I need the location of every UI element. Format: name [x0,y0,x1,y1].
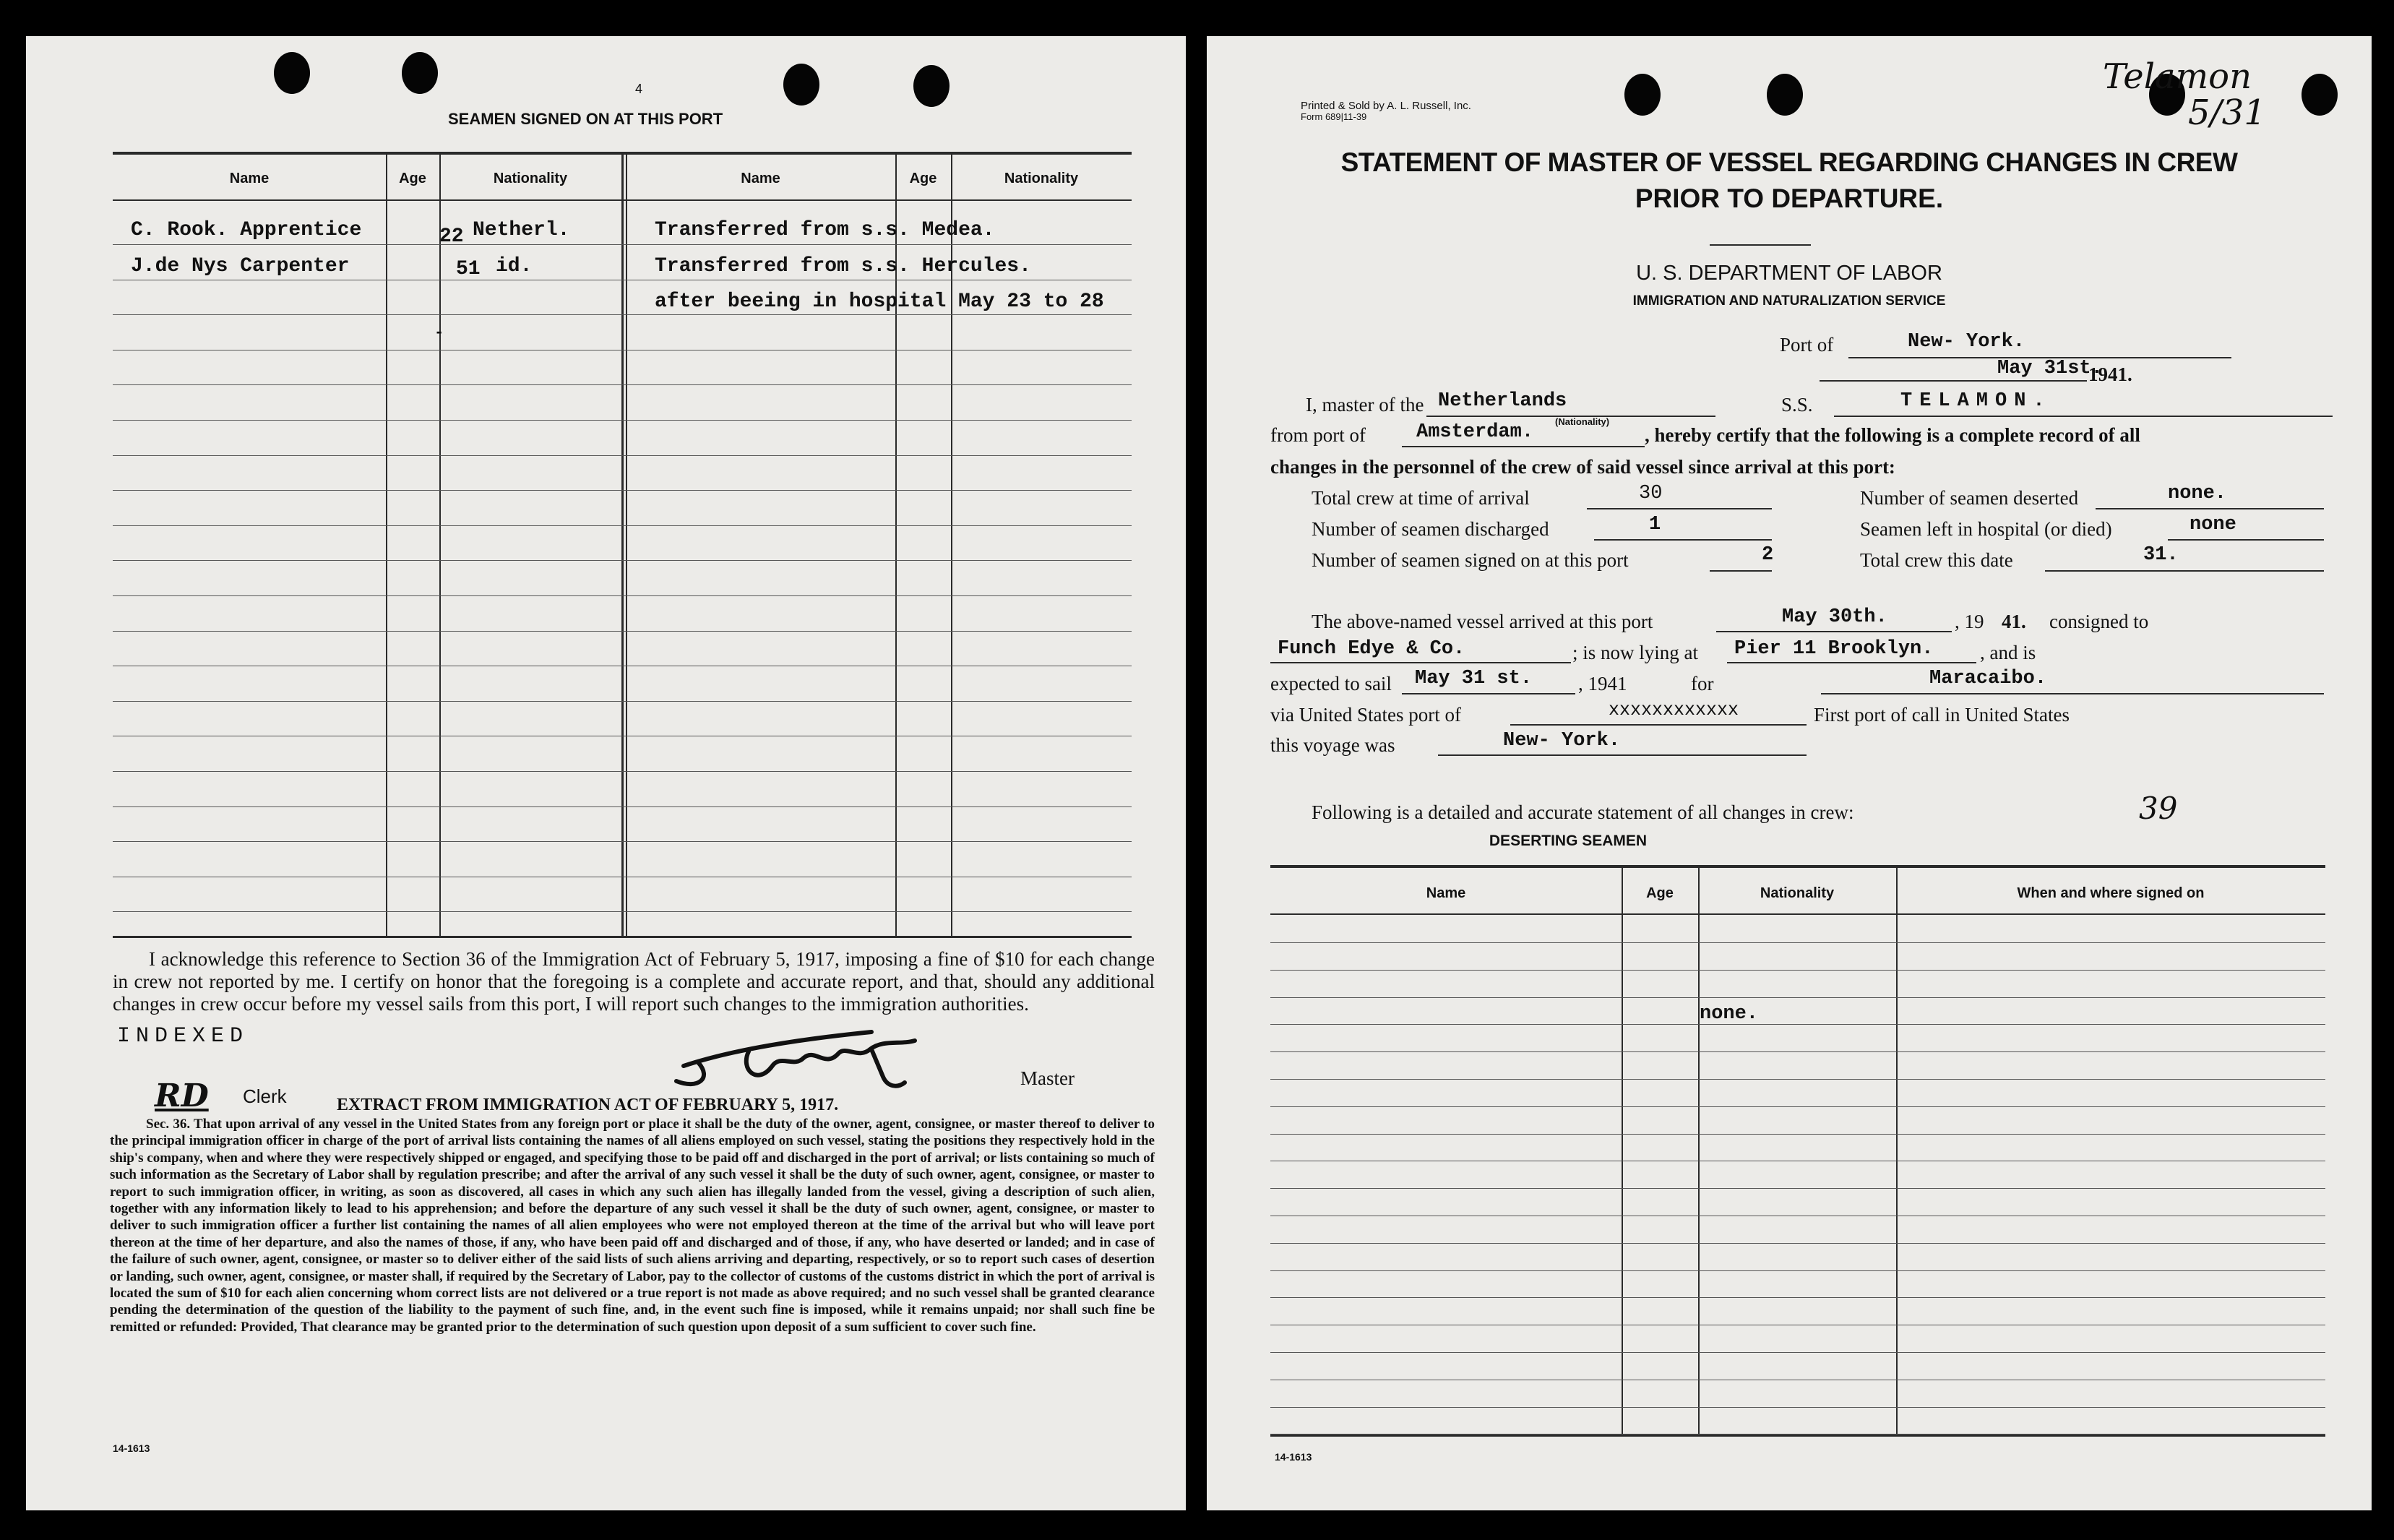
stray-mark: - [434,324,444,342]
discharged-value: 1 [1649,514,1661,535]
date-line [1820,380,2087,382]
row-rule [113,384,1132,385]
from-port-line [1402,446,1645,447]
row-rule [113,420,1132,421]
arrived-year: 41. [2002,611,2026,632]
page-number: 4 [635,82,643,96]
master-signature [655,1012,994,1106]
row-rule [113,455,1132,456]
row-rule [1270,1270,2325,1271]
row-rule [1270,1243,2325,1244]
lying-line [1727,662,1976,663]
row-rule [113,525,1132,526]
total-today-label: Total crew this date [1860,549,2013,571]
row-1-note: Transferred from s.s. Medea. [655,219,995,241]
sail-label: expected to sail [1270,673,1392,694]
col-header-nationality-2: Nationality [1004,171,1079,186]
row-rule [113,841,1132,842]
left-page [26,36,1186,1510]
table-bottom-rule [113,936,1132,938]
lying-label: ; is now lying at [1572,642,1698,663]
ship-name: TELAMON. [1900,390,2052,412]
port-of-value: New- York. [1908,331,2025,353]
row-rule [113,560,1132,561]
row-rule [1270,1134,2325,1135]
deserted-label: Number of seamen deserted [1860,487,2079,509]
col-divider [1896,867,1898,1434]
discharged-label: Number of seamen discharged [1312,518,1549,540]
voyage-line [1438,754,1807,756]
lying-value: Pier 11 Brooklyn. [1734,638,1934,660]
deserting-col-age: Age [1646,885,1674,901]
row-rule [1270,1106,2325,1107]
clerk-initials: RD [155,1077,209,1114]
department-name: U. S. DEPARTMENT OF LABOR [1636,262,1942,285]
total-today-value: 31. [2143,544,2179,566]
punch-hole [402,52,438,94]
from-port-label: from port of [1270,424,1366,446]
extract-text: Sec. 36. That upon arrival of any vessel in the United States from any foreign port or place it shall be the duty of the owner, agent, consignee, or master thereof to deliver to the principal immigration officer in charge of the port of arrival lists containing the names of all aliens employed on such vessel, stating the positions they respectively hold in the ship's company, when and where they were respectively shipped or engaged, and specifying those to be paid off and discharged in the port of arrival; or lists containing so much of such information as the Secretary of Labor shall by regulation prescribe; and after the arrival of any such vessel it shall be the duty of such owner, agent, consignee, or master to report to such immigration officer, in writing, as soon as discovered, all cases in which any such alien has illegally landed from the vessel, giving a description of such alien, together with any information likely to lead to his apprehension; and before the departure of any such vessel it shall be the duty of such owner, agent, consignee, or master to deliver to such immigration officer a further list containing the names of all alien employees who were not employed thereon at the time of the arrival but who will leave port thereon at the time of her departure, and also the names of those, if any, who have been paid off and discharged and of those, if any, who have deserted or landed; and in case of the failure of such owner, agent, consignee, or master so to deliver either of the said lists of such aliens arriving and departing, respectively, or so to report such cases of desertion or landing, such owner, agent, consignee, or master shall, if required by the Secretary of Labor, pay to the collector of customs of the customs district in which the port of arrival is located the sum of $10 for each alien concerning whom correct lists are not delivered or a true report is not made as above required; and no such vessel shall be granted clearance pending the determination of the question of the liability to the payment of such fine, and, in the event such fine is imposed, while it remains unpaid; nor shall such fine be remitted or refunded: Provided, That clearance may be granted prior to the determination of such question upon deposit of a sum sufficient to cover such fine. [110,1117,1155,1335]
col-divider [1698,867,1700,1434]
col-divider [626,154,627,936]
consignee-line [1270,662,1571,663]
extract-title: EXTRACT FROM IMMIGRATION ACT OF FEBRUARY 5, 1917. [337,1096,839,1114]
consignee-value: Funch Edye & Co. [1278,638,1465,660]
row-rule [113,490,1132,491]
row-rule [1270,1079,2325,1080]
row-rule [113,806,1132,807]
ss-label: S.S. [1781,394,1813,416]
punch-hole [1767,74,1803,116]
arrived-line [1716,631,1952,632]
handwritten-39: 39 [2139,791,2178,826]
row-rule [113,701,1132,702]
consigned-label: consigned to [2049,611,2149,632]
for-label: for [1691,673,1714,694]
first-port-label: First port of call in United States [1814,704,2070,726]
signed-on-label: Number of seamen signed on at this port [1312,549,1629,571]
row-rule [113,631,1132,632]
section-title: SEAMEN SIGNED ON AT THIS PORT [448,110,723,128]
row-1-nationality: Netherl. [473,219,570,241]
printer-line: Printed & Sold by A. L. Russell, Inc. [1301,100,1471,112]
row-rule [113,595,1132,596]
from-port-value: Amsterdam. [1416,421,1534,443]
col-header-age: Age [399,171,426,186]
for-line [1821,693,2324,694]
title-rule [1710,244,1811,246]
acknowledgement-text: I acknowledge this reference to Section 36 of the Immigration Act of February 5, 1917, imposing a fine of $10 for each change in crew not reported by me. I certify on honor that the foregoing is a complete and accurate report, and that, should any additional changes in crew occur before my vessel sails from this port, I will report such changes to the immigration authorities. [113,948,1155,1015]
row-rule [1270,1407,2325,1408]
col-divider [1622,867,1623,1434]
row-rule [1270,970,2325,971]
arrived-year-prefix: , 19 [1955,611,1984,632]
col-divider [621,154,624,936]
row-rule [1270,1024,2325,1025]
stat-line [1710,570,1772,572]
stat-line [2168,539,2324,541]
hospital-value: none [2190,514,2236,535]
deserting-col-signed-on: When and where signed on [2017,885,2205,901]
voyage-label: this voyage was [1270,734,1395,756]
row-rule [113,244,1132,245]
and-is-text: , and is [1980,642,2036,663]
service-name: IMMIGRATION AND NATURALIZATION SERVICE [1632,293,1946,309]
ship-line [1834,416,2333,417]
for-value: Maracaibo. [1929,668,2047,689]
col-header-nationality: Nationality [493,171,568,186]
stat-line [2096,508,2324,509]
col-header-age-2: Age [909,171,937,186]
sail-year: , 1941 [1578,673,1627,694]
punch-hole [1624,74,1661,116]
row-rule [1270,1297,2325,1298]
right-page [1207,36,2372,1510]
master-of-label: I, master of the [1306,394,1424,416]
row-2-name: J.de Nys Carpenter [131,255,350,278]
via-label: via United States port of [1270,704,1461,726]
port-of-label: Port of [1780,334,1834,356]
deserted-value: none. [2168,483,2227,504]
clerk-label: Clerk [243,1085,287,1107]
row-3-note: after beeing in hospital May 23 to 28 [655,291,1104,313]
stat-line [1587,508,1772,509]
via-value: xxxxxxxxxxxx [1609,700,1739,720]
sail-line [1402,693,1575,694]
deserting-title: DESERTING SEAMEN [1489,833,1648,849]
deserting-col-name: Name [1426,885,1466,901]
sail-value: May 31 st. [1415,668,1533,689]
total-crew-arrival-label: Total crew at time of arrival [1312,487,1530,509]
form-title-line-1: STATEMENT OF MASTER OF VESSEL REGARDING CHANGES IN CREW [1340,147,2238,177]
master-label: Master [1020,1067,1075,1089]
nationality-value: Netherlands [1438,390,1567,412]
row-rule [1270,1188,2325,1189]
deserting-header-rule [1270,913,2325,915]
total-crew-arrival-value: 30 [1639,483,1663,504]
row-rule [113,911,1132,912]
row-rule [1270,997,2325,998]
col-divider [439,154,441,936]
deserting-col-nationality: Nationality [1760,885,1835,901]
printer-form: Form 689|11-39 [1301,111,1367,122]
form-number: 14-1613 [113,1442,150,1454]
col-divider [386,154,387,936]
deserting-entry: none. [1700,1003,1759,1025]
row-rule [113,314,1132,315]
indexed-stamp: INDEXED [117,1024,249,1049]
hospital-label: Seamen left in hospital (or died) [1860,518,2112,540]
voyage-value: New- York. [1503,730,1621,752]
punch-hole [913,65,950,107]
handwritten-date: 5/31 [2188,93,2266,133]
nationality-caption: (Nationality) [1555,416,1610,427]
deserting-top-rule [1270,865,2325,868]
arrived-label: The above-named vessel arrived at this port [1312,611,1653,632]
row-2-age: 51 [456,258,481,280]
row-1-age: 22 [439,225,464,248]
form-title-line-2: PRIOR TO DEPARTURE. [1635,184,1944,213]
row-rule [1270,1051,2325,1052]
row-2-nationality: id. [496,255,533,278]
row-2-note: Transferred from s.s. Hercules. [655,255,1031,278]
punch-hole [274,52,310,94]
date-year: 1941. [2088,364,2132,385]
col-header-name: Name [229,171,270,186]
row-rule [1270,1352,2325,1353]
col-header-name-2: Name [741,171,780,186]
form-number-right: 14-1613 [1275,1451,1312,1463]
deserting-bottom-rule [1270,1434,2325,1437]
stat-line [2045,570,2324,572]
certify-text: , hereby certify that the following is a complete record of all [1645,424,2140,446]
punch-hole [2302,74,2338,116]
certify-text-2: changes in the personnel of the crew of said vessel since arrival at this port: [1270,456,1895,478]
punch-hole [783,64,819,106]
stat-line [1594,539,1772,541]
date-value: May 31st. [1997,358,2103,379]
row-1-name: C. Rook. Apprentice [131,219,362,241]
following-text: Following is a detailed and accurate statement of all changes in crew: [1312,801,1854,823]
handwritten-ship-name: Telamon [2103,56,2252,97]
via-line [1510,724,1807,726]
row-rule [113,771,1132,772]
row-rule [1270,942,2325,943]
arrived-value: May 30th. [1782,606,1887,628]
signed-on-value: 2 [1762,544,1774,566]
